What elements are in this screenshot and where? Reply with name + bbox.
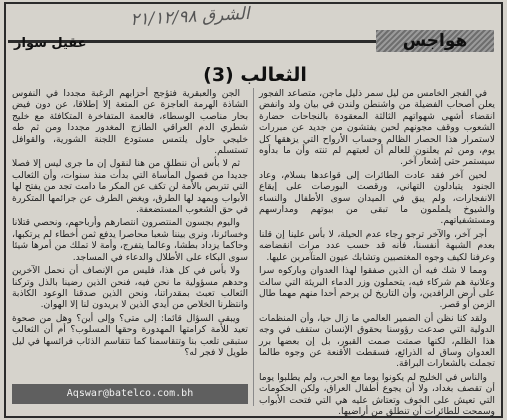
paragraph: لحين آخر فقد عادت الطائرات إلى قواعدها بسلام، وعاد الجنود يتبادلون التهاني، ورقصت البورصات على إيقاع الانفجارات، ولم يبق في الميدان سوى الأطفال والنساء والشيوخ يلملمون ما تبقى من بيوتهم ومدارسهم ومستشفياتهم. (259, 169, 495, 227)
column-divider (253, 88, 254, 406)
paragraph: الجن والعبقرية فتؤجج أحزابهم الرغبة مجددا في النفوس الشاذة الهرمة العاجزة عن المتعة إلا إطلاقا، عن دون فيض بحار مناصب الوسطاء، فالعمة المتفاخرة المتكافئة مع خليج شطري الدم العراقي الطازج المغدور مجددا ومن ثم طه خليجي حاول يلتمس مستودع اللجنة الشورية، والقوافل تستسلم. (12, 88, 248, 157)
author-byline: عقيل سوار (14, 36, 87, 51)
paragraph: ثم لا بأس أن ننطلق من هنا لنقول إن ما جرى ليس إلا فصلا جديدا من فصول المأساة التي بدأت منذ سنوات، وأن الثعالب التي تتربص بالأمة لن تكف عن المكر ما دامت تجد من يفتح لها الأبواب ويمهد لها الطرق، ويغض الطرف عن جرائمها المتكررة في حق الشعوب المستضعفة. (12, 158, 248, 216)
column-name-badge: هواجس (376, 30, 494, 52)
article-column-left (12, 88, 248, 376)
paragraph: ويبقى السؤال قائما: إلى متى؟ وإلى أين؟ وهل من صحوة تعيد للأمة كرامتها المهدورة وحقها المسلوب؟ أم أن الثعالب ستبقى تلعب بنا وتتقاسمنا كما تتقاسم الذئاب فرائسها في ليل طويل لا فجر له؟ (12, 312, 248, 358)
handwritten-date: الشرق ٢١/١٢/٩٨ (129, 3, 251, 31)
paragraph: ومما لا شك فيه أن الذين صفقوا لهذا العدوان وباركوه سرا وعلانية هم شركاء فيه، يتحملون وزر الدماء البريئة التي سالت على أرض الرافدين، وأن التاريخ لن يرحم أحدا منهم مهما طال الزمن أو قصر. (259, 265, 495, 311)
paragraph: ولا بأس في كل هذا، فليس من الإنصاف أن نحمل الآخرين وحدهم مسؤولية ما نحن فيه، فنحن الذين رضينا بالذل وتركنا الثعالب تعبث بمقدراتنا، ونحن الذين صدقنا الوعود الكاذبة وانتظرنا الخلاص من أيدي الذين لا يريدون لنا إلا الهوان. (12, 265, 248, 311)
paragraph: ولقد كنا نظن أن الضمير العالمي ما زال حيا، وأن المنظمات الدولية التي صدعت رؤوسنا بحقوق الإنسان ستقف في وجه هذا الظلم، لكنها صمتت صمت القبور، بل إن بعضها برر العدوان وساق له الذرائع، فسقطت الأقنعة عن وجوه طالما تجملت بالشعارات البراقة. (259, 312, 495, 370)
paragraph: أجر آخر، والآخر ترجو رجاء عدم الحيلة، لا بأس علينا إن قلنا بعدم الشبهة أنفسنا، فأنه قد حسب عدد مرات انقضاضه وعرفنا لكيف وجوه المغتصبين وتشابك عيون المتآمرين عليها. (259, 228, 495, 263)
paragraph: في الفجر الخامس من ليل سمر ذليل ماجن، متصاعد الفجور يعلن أصحاب الفضيلة من واشنطن ولندن في بيان ولد وانفض انقضاء أشهى شهواتهم الثالثة المعقودة بالنجاحات حضارة الشعوب ووقف مجونهم لحين يفتشون من جديد عن مبررات لاستمرار هذا الحصار الظالم وحساب الأرواح التي يزهقها كل يوم، ومن ثم يعلنون للعالم أن لعبتهم لم تنته وأن ما بدأوه سيستمر حتى إشعار آخر. (259, 88, 495, 168)
article-column-right (259, 88, 495, 417)
author-email: Aqswar@batelco.com.bh (12, 384, 248, 404)
paragraph: والناس في الخليج لم يكونوا يوما مع الحرب، ولم يطلبوا يوما أن تقصف بغداد، ولا أن يجوع أطفال العراق، ولكن الحكومات التي تعيش على الخوف وتعتاش عليه هي التي فتحت الأبواب وسمحت للطائرات أن تنطلق من أراضيها. (259, 371, 495, 417)
paragraph: واليوم بجسون المنتصرون انتصارهم وأرباحهم، ونحصي قتلانا وخسائرنا، ونرى بيننا شعبا محاصرا يدفع ثمن أخطاء لم يرتكبها، وحاكما يزداد بطشا، وعالما يتفرج، وأمة لا تملك من أمرها شيئا سوى البكاء على الأطلال والدعاء في المساجد. (12, 217, 248, 263)
article-title: الثعالب (3) (203, 64, 307, 86)
